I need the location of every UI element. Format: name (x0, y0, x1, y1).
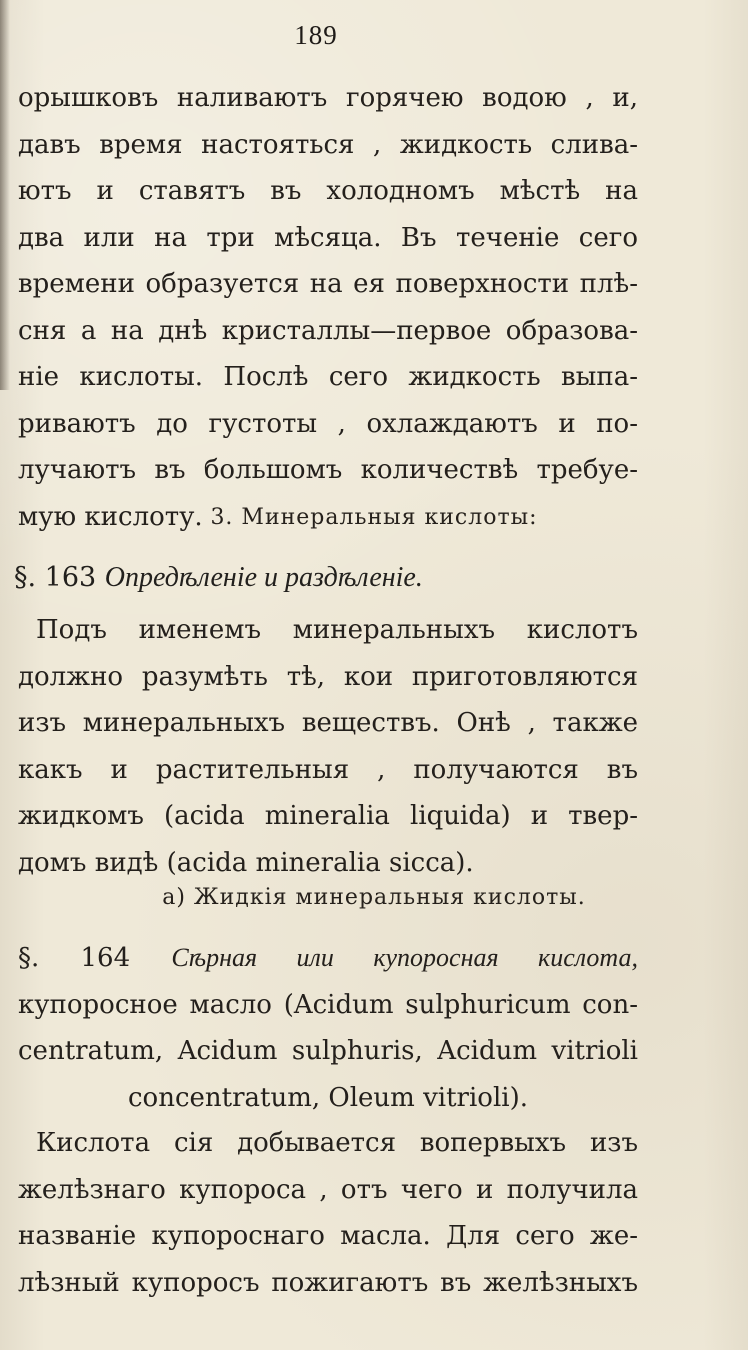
heading-line (18, 935, 638, 982)
spine-shadow (0, 0, 10, 390)
text-line: лучаютъ въ большомъ количествѣ требуе- (18, 455, 638, 485)
paragraph-title: Опредѣленіе и раздѣленіе. (104, 562, 423, 593)
text-line: Подъ именемъ минеральныхъ кислотъ (36, 615, 638, 645)
text-line: ніе кислоты. Послѣ сего жидкость выпа- (18, 362, 638, 392)
paragraph-163-heading (14, 555, 664, 601)
text-line: мую кислоту. (18, 501, 203, 532)
text-line: лѣзный купоросъ пожигаютъ въ желѣзныхъ (18, 1267, 638, 1298)
text-line: желѣзнаго купороса , отъ чего и получила (18, 1174, 638, 1205)
heading-line: centratum, Acidum sulphuris, Acidum vitrioli (18, 1036, 638, 1066)
subsection-heading: а) Жидкія минеральныя кислоты. (162, 885, 586, 910)
heading-line: купоросное масло (Acidum sulphuricum con- (18, 989, 638, 1020)
text-line: какъ и растительныя , получаются въ (18, 754, 638, 785)
text-line: жидкомъ (acida mineralia liquida) и твер- (18, 801, 638, 831)
text-line: орышковъ наливаютъ горячею водою , и, (18, 83, 638, 113)
paragraph-continuation (18, 75, 638, 540)
paragraph-164-body (18, 1120, 638, 1306)
paragraph-number: §. 164 (18, 943, 131, 973)
text-line: должно разумѣть тѣ, кои приготовляются (18, 661, 638, 692)
paragraph-163-body (18, 607, 638, 886)
section-heading: 3. Минеральныя кислоты: (210, 505, 538, 530)
heading-line: concentratum, Oleum vitrioli). (128, 1082, 528, 1113)
text-line: домъ видѣ (acida mineralia sicca). (18, 847, 474, 878)
text-line: ютъ и ставятъ въ холодномъ мѣстѣ на (18, 176, 638, 206)
text-line: два или на три мѣсяца. Въ теченіе сего (18, 222, 638, 253)
text-line: риваютъ до густоты , охлаждаютъ и по- (18, 408, 638, 439)
paragraph-number: §. 163 (14, 562, 97, 593)
paragraph-title: Сѣрная или купоросная кислота, (171, 943, 638, 972)
text-line: Кислота сія добывается вопервыхъ изъ (36, 1128, 638, 1158)
paragraph-164-heading (18, 935, 638, 1121)
text-line: сня а на днѣ кристаллы—первое образова- (18, 315, 638, 346)
text-line: давъ время настояться , жидкость слива- (18, 129, 638, 160)
page-number: 189 (294, 20, 338, 50)
text-line: изъ минеральныхъ веществъ. Онѣ , также (18, 708, 638, 738)
text-line: времени образуется на ея поверхности плѣ- (18, 269, 638, 299)
text-line: названіе купороснаго масла. Для сего же- (18, 1221, 638, 1251)
